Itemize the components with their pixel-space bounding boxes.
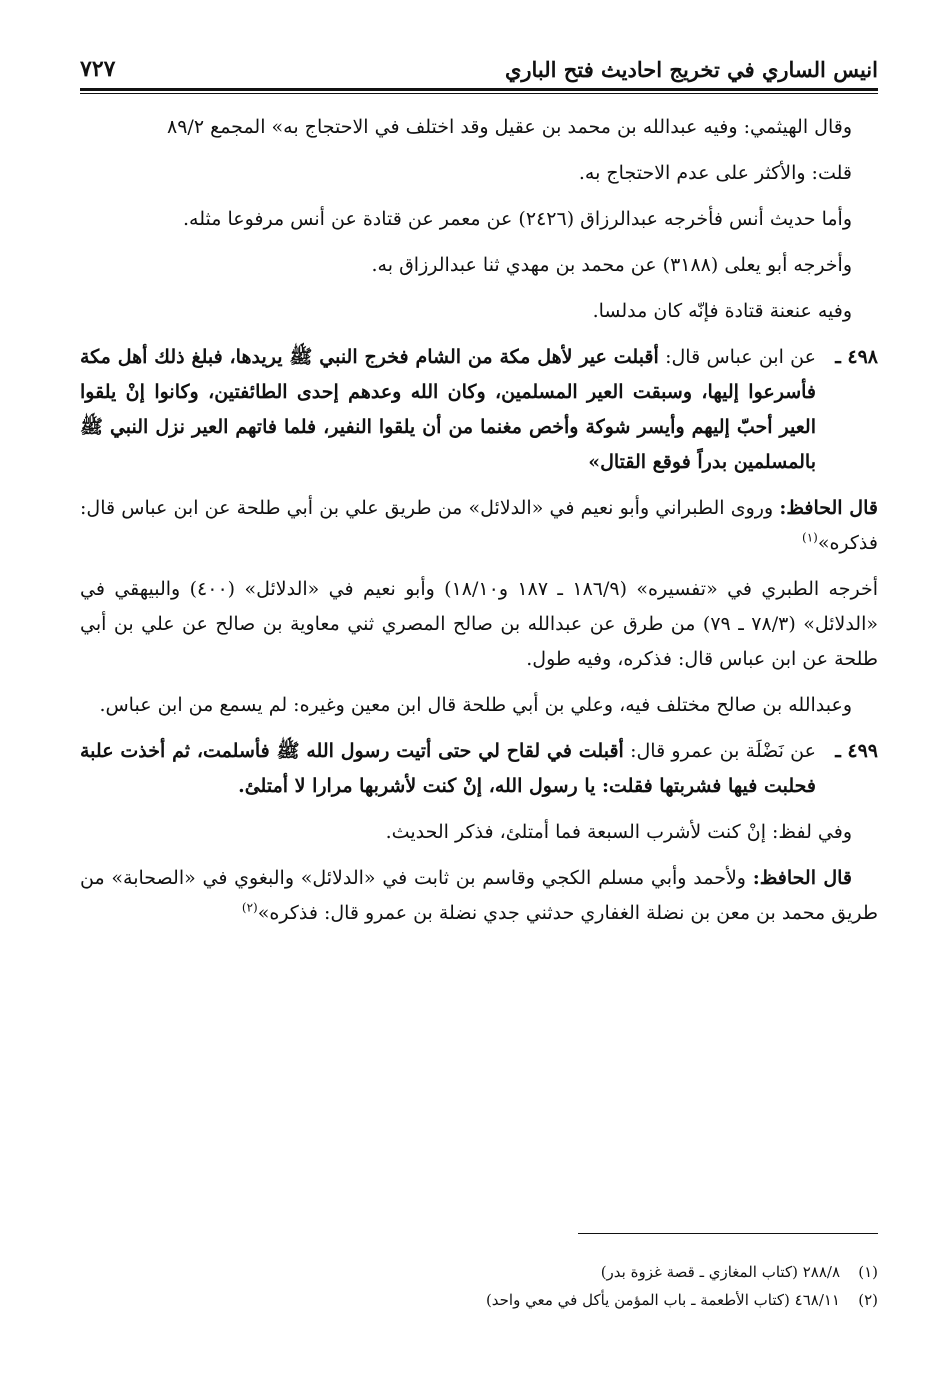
paragraph: وأخرجه أبو يعلى (٣١٨٨) عن محمد بن مهدي ثنا عبدالرزاق به. [371,254,852,276]
paragraph: قلت: والأكثر على عدم الاحتجاج به. [578,162,852,184]
footnote-ref: (٢) [241,900,258,915]
footnote-text: ٢٨٨/٨ (كتاب المغازي ـ قصة غزوة بدر) [600,1263,840,1281]
footnote-ref: (١) [802,530,818,545]
footnote-rule [578,1233,878,1234]
takhrij-paragraph: أخرجه الطبري في «تفسيره» (١٨٦/٩ ـ ١٨٧ و١٨/١٠) وأبو نعيم في «الدلائل» (٤٠٠) والبيهقي في «الدلائل» (٧٨/٣ ـ ٧٩) من طرق عن عبدالله بن صالح المصري ثني معاوية بن صالح عن علي بن أبي طلحة عن ابن عباس قال: فذكره، وفيه طول. [80,578,879,670]
main-text [80,110,878,942]
hadith-number: ٤٩٨ ـ [835,346,878,368]
hadith-intro: عن نَضْلَة بن عمرو قال: [623,740,816,762]
footnote-number: (٢) [858,1291,878,1309]
page-header [80,40,878,82]
paragraph: وعبدالله بن صالح مختلف فيه، وعلي بن أبي طلحة قال ابن معين وغيره: لم يسمع من ابن عباس. [99,694,852,716]
paragraph: وأما حديث أنس فأخرجه عبدالرزاق (٢٤٢٦) عن معمر عن قتادة عن أنس مرفوعا مثله. [182,208,852,230]
running-title: انيس الساري في تخريج احاديث فتح الباري [504,57,878,82]
hadith-body [80,734,816,804]
footnote [80,1258,878,1286]
paragraph: وفيه عنعنة قتادة فإنّه كان مدلسا. [592,300,852,322]
hadith-text: أقبلت عير لأهل مكة من الشام فخرج النبي ﷺ يريدها، فبلغ ذلك أهل مكة فأسرعوا إليها، وسبقت العير المسلمين، وكان الله وعدهم إحدى الطائفتين، وكانوا إنْ يلقوا العير أحبّ إليهم وأيسر شوكة وأخص مغنما من أن يلقوا النفير، فلما فاتهم العير نزل النبي ﷺ بالمسلمين بدراً فوقع القتال» [80,346,816,473]
footnote [80,1286,878,1314]
hafiz-label: قال الحافظ: [779,497,878,519]
footnotes [80,1258,878,1314]
header-rule-thin [80,93,878,94]
hafiz-quote [80,861,878,931]
footnote-number: (١) [858,1263,878,1281]
footnote-text: ٤٦٨/١١ (كتاب الأطعمة ـ باب المؤمن يأكل في معي واحد) [485,1291,840,1309]
hadith-body [80,340,816,480]
hadith-intro: عن ابن عباس قال: [658,346,816,368]
hadith-entry [80,734,878,804]
hadith-number: ٤٩٩ ـ [835,740,878,762]
header-rule [80,88,878,91]
variant-paragraph: وفي لفظ: إنْ كنت لأشرب السبعة فما أمتلئ، فذكر الحديث. [385,821,852,843]
hafiz-label: قال الحافظ: [752,867,852,889]
hadith-entry [80,340,878,480]
page-number: ٧٢٧ [80,56,116,82]
hadith-text: أقبلت في لقاح لي حتى أتيت رسول الله ﷺ فأسلمت، ثم أخذت علبة فحلبت فيها فشربتها فقلت: يا رسول الله، إنْ كنت لأشربها مرارا لا أمتلئ. [80,740,816,797]
paragraph: وقال الهيثمي: وفيه عبدالله بن محمد بن عقيل وقد اختلف في الاحتجاج به» المجمع ٨٩/٢ [167,116,852,138]
hafiz-quote [80,491,878,561]
hafiz-text: وروى الطبراني وأبو نعيم في «الدلائل» من طريق علي بن أبي طلحة عن ابن عباس قال: فذكره» [80,497,878,554]
hafiz-text: ولأحمد وأبي مسلم الكجي وقاسم بن ثابت في «الدلائل» والبغوي في «الصحابة» من طريق محمد بن معن بن نضلة الغفاري حدثني جدي نضلة بن عمرو قال: فذكره» [80,867,878,924]
